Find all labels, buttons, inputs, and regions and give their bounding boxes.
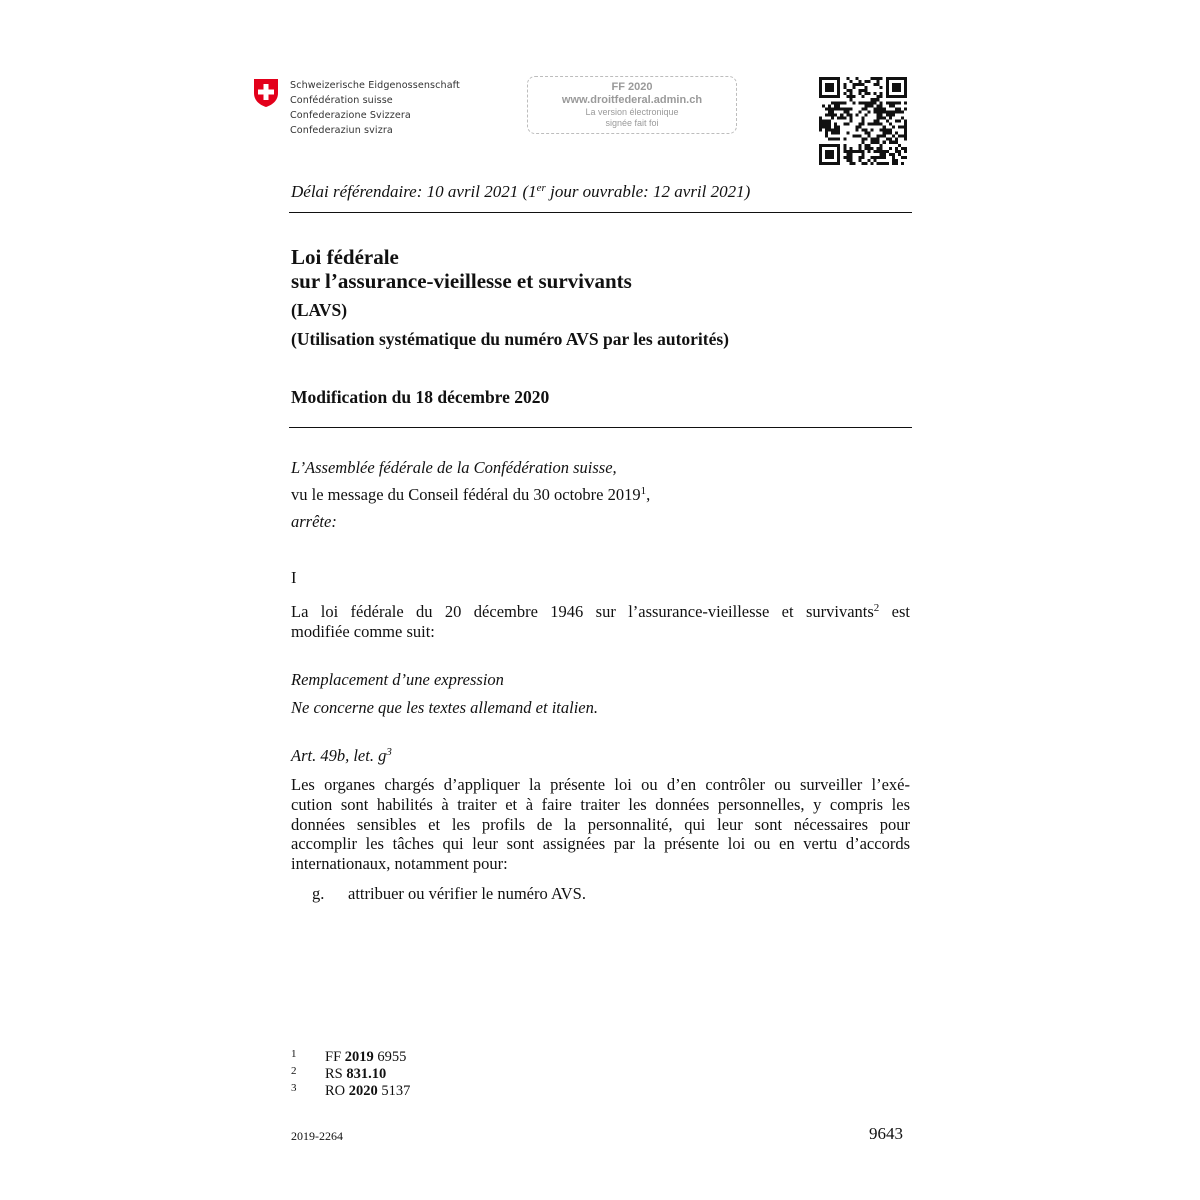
- modification-date: Modification du 18 décembre 2020: [291, 387, 550, 407]
- article-line-1: Les organes chargés d’appliquer la présente loi ou d’en contrôler ou surveiller l’exé-: [291, 775, 910, 794]
- intro-paragraph: La loi fédérale du 20 décembre 1946 sur l’assurance-vieillesse et survivants$^2$ est modifiée comme suit:: [291, 602, 910, 641]
- section-number: I: [291, 568, 297, 587]
- footnote-ref-1: 1: [640, 485, 647, 497]
- title-line-2: sur l’assurance-vieillesse et survivants: [291, 269, 632, 293]
- preamble-vu: vu le message du Conseil fédéral du 30 octobre 2019$^1$,: [291, 485, 651, 504]
- document-id: 2019-2264: [291, 1129, 343, 1143]
- page-number: 9643: [869, 1124, 903, 1143]
- confederation-name-fr: Confédération suisse: [290, 95, 393, 106]
- divider-bottom: [289, 427, 912, 428]
- article-list-item: g. attribuer ou vérifier le numéro AVS.: [312, 884, 586, 903]
- article-heading: Art. 49b, let. $g^3$: [291, 746, 392, 765]
- article-line-3: données sensibles et les profils de la personnalité, qui leur sont nécessaires pour: [291, 814, 910, 834]
- replacement-text: Ne concerne que les textes allemand et italien.: [291, 698, 598, 717]
- swiss-cross-shield-icon: [253, 78, 279, 108]
- footnote-ref-2: 2: [873, 602, 880, 614]
- article-line-4: accomplir les tâches qui leur sont assignées par la présente loi ou en vertu d’accords: [291, 834, 910, 854]
- confederation-names: [290, 78, 460, 138]
- stamp-note-1: La version électronique: [585, 107, 679, 117]
- footnote-ref-3: 3: [386, 746, 392, 758]
- article-paragraph: [291, 775, 910, 874]
- title-line-1: Loi fédérale: [291, 245, 399, 269]
- confederation-name-it: Confederazione Svizzera: [290, 110, 411, 121]
- preamble-arrete: arrête:: [291, 512, 337, 531]
- replacement-heading: Remplacement d’une expression: [291, 670, 504, 689]
- divider-top: [289, 212, 912, 213]
- referendum-deadline: Délai référendaire: 10 avril 2021 (1er jour ouvrable: 12 avril 2021): [291, 182, 751, 201]
- qr-code-icon: [819, 77, 907, 165]
- article-line-5: internationaux, notamment pour:: [291, 854, 508, 874]
- electronic-version-stamp: [527, 76, 737, 134]
- preamble-assembly: L’Assemblée fédérale de la Confédération suisse,: [291, 458, 617, 477]
- confederation-name-de: Schweizerische Eidgenossenschaft: [290, 80, 460, 91]
- stamp-url: www.droitfederal.admin.ch: [561, 94, 703, 106]
- confederation-name-rm: Confederaziun svizra: [290, 125, 393, 136]
- stamp-ff: FF 2020: [611, 81, 653, 93]
- title-abbreviation: (LAVS): [291, 300, 348, 320]
- stamp-note-2: signée fait foi: [605, 118, 659, 128]
- footnote-2: 2 RS 831.10: [291, 1065, 387, 1082]
- title-subtitle: (Utilisation systématique du numéro AVS par les autorités): [291, 329, 730, 349]
- footnote-3: 3 RO 2020 5137: [291, 1082, 411, 1099]
- article-line-2: cution sont habilités à traiter et à faire traiter les données personnelles, y compris les: [291, 794, 910, 814]
- footnote-1: 1 FF 2019 6955: [291, 1048, 407, 1065]
